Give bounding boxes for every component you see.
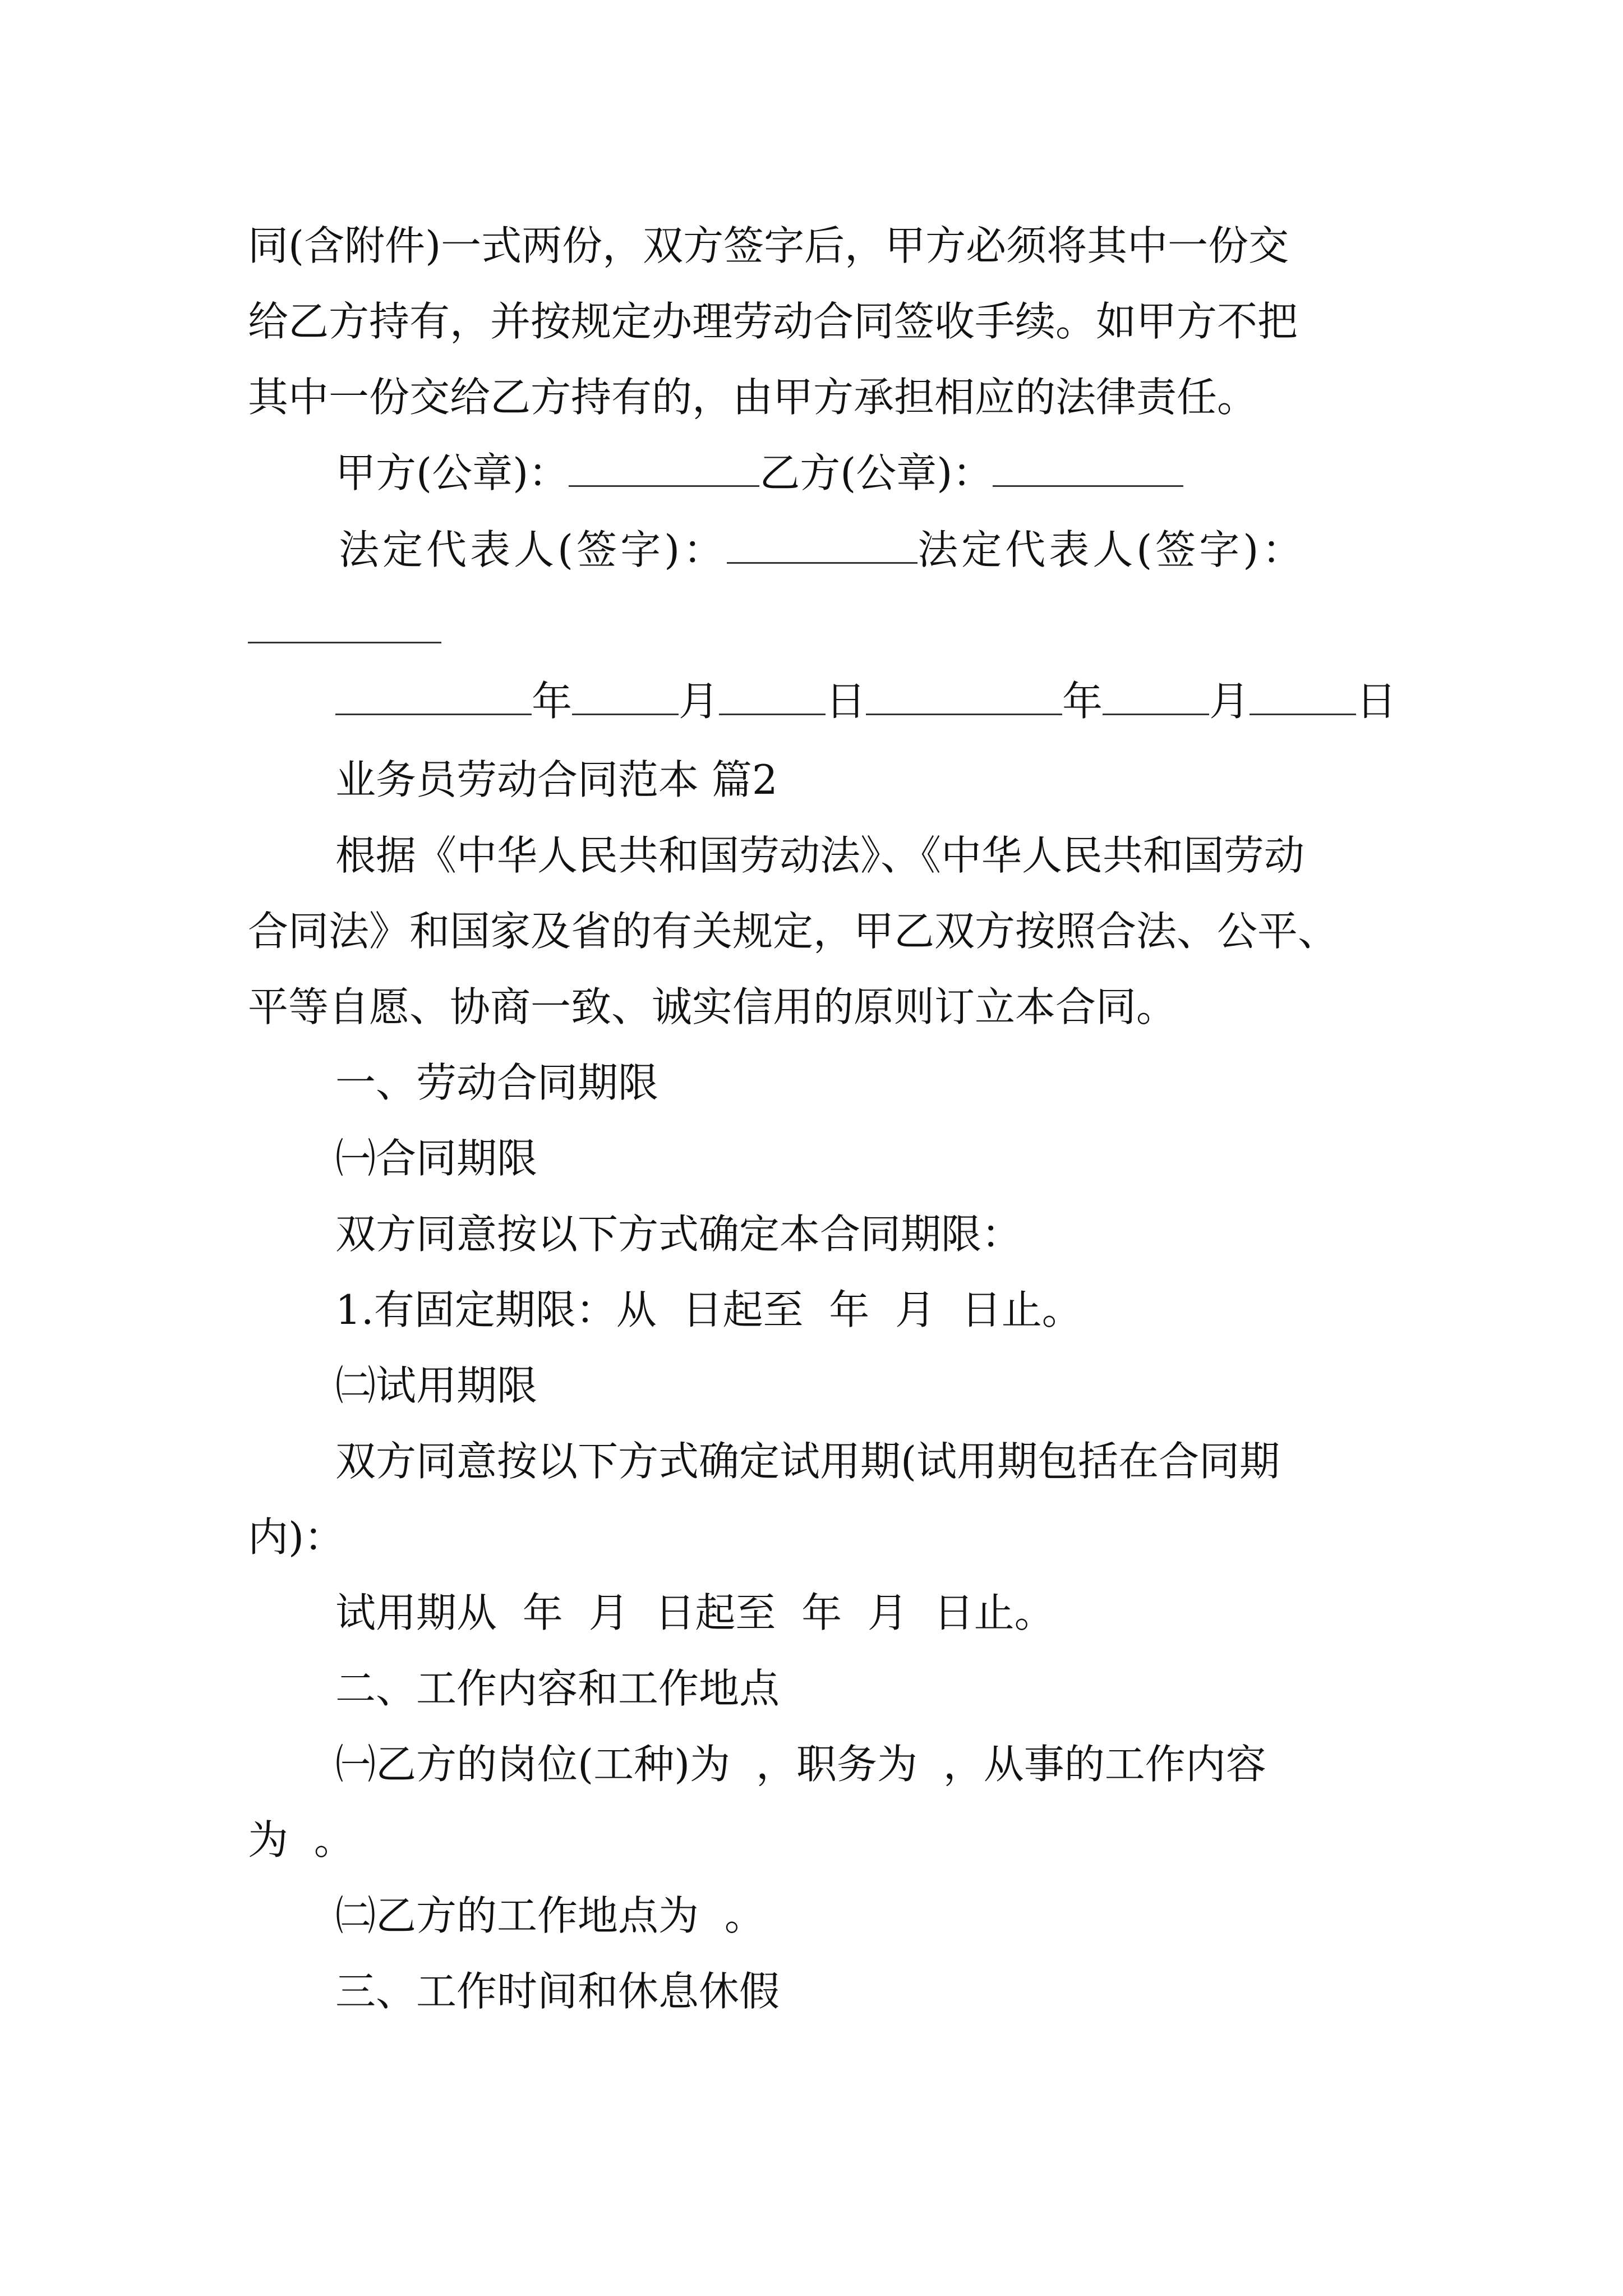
paragraph-line: 双方同意按以下方式确定本合同期限： (335, 1211, 1022, 1258)
month-label-a: 月 (679, 678, 720, 725)
day-blank-b (1249, 678, 1356, 715)
paragraph-line: 根据《中华人民共和国劳动法》、《中华人民共和国劳动 (335, 832, 1305, 879)
paragraph-line: 双方同意按以下方式确定试用期(试用期包括在合同期 (335, 1438, 1280, 1485)
party-a-rep-blank (727, 526, 917, 564)
paragraph-line: 试用期从 年 月 日起至 年 月 日止。 (335, 1589, 1055, 1636)
month-label-b: 月 (1209, 678, 1250, 725)
heading-line: 二、工作内容和工作地点 (335, 1665, 780, 1712)
party-b-rep-blank (248, 642, 441, 643)
party-a-rep-label: 法定代表人(签字)： (339, 526, 727, 573)
heading-line: 三、工作时间和休息休假 (335, 1968, 780, 2015)
representative-line (339, 522, 1306, 578)
subheading-line: ㈠合同期限 (335, 1135, 538, 1182)
paragraph-line: 合同法》和国家及省的有关规定，甲乙双方按照合法、公平、 (248, 908, 1339, 955)
party-a-seal-blank (569, 449, 759, 487)
paragraph-line: 平等自愿、协商一致、诚实信用的原则订立本合同。 (248, 983, 1177, 1030)
year-label-a: 年 (532, 678, 573, 725)
paragraph-line: 其中一份交给乙方持有的，由甲方承担相应的法律责任。 (248, 374, 1258, 421)
subheading-line: ㈡试用期限 (335, 1362, 538, 1409)
heading-line: 一、劳动合同期限 (335, 1059, 659, 1106)
year-blank-a (335, 678, 532, 715)
party-a-seal-label: 甲方(公章)： (335, 449, 569, 496)
paragraph-line: 内)： (248, 1513, 345, 1561)
section-title: 业务员劳动合同范本 篇2 (335, 756, 778, 803)
paragraph-line: 给乙方持有，并按规定办理劳动合同签收手续。如甲方不把 (248, 298, 1298, 345)
year-label-b: 年 (1062, 678, 1103, 725)
paragraph-line: 1.有固定期限：从 日起至 年 月 日止。 (335, 1286, 1082, 1333)
month-blank-a (572, 678, 679, 715)
paragraph-line: 同(含附件)一式两份，双方签字后，甲方必须将其中一份交 (248, 222, 1289, 269)
seal-line (335, 445, 1183, 501)
paragraph-line: ㈠乙方的岗位(工种)为 ，职务为 ，从事的工作内容 (335, 1741, 1266, 1788)
party-b-seal-blank (993, 449, 1183, 487)
party-b-rep-label: 法定代表人(签字)： (917, 526, 1306, 573)
party-b-seal-label: 乙方(公章)： (759, 449, 993, 496)
day-blank-a (719, 678, 826, 715)
month-blank-b (1103, 678, 1209, 715)
day-label-b: 日 (1356, 678, 1397, 725)
paragraph-line: 为 。 (248, 1816, 354, 1864)
paragraph-line: ㈡乙方的工作地点为 。 (335, 1892, 765, 1939)
day-label-a: 日 (826, 678, 866, 725)
year-blank-b (866, 678, 1062, 715)
date-line (335, 673, 1396, 729)
